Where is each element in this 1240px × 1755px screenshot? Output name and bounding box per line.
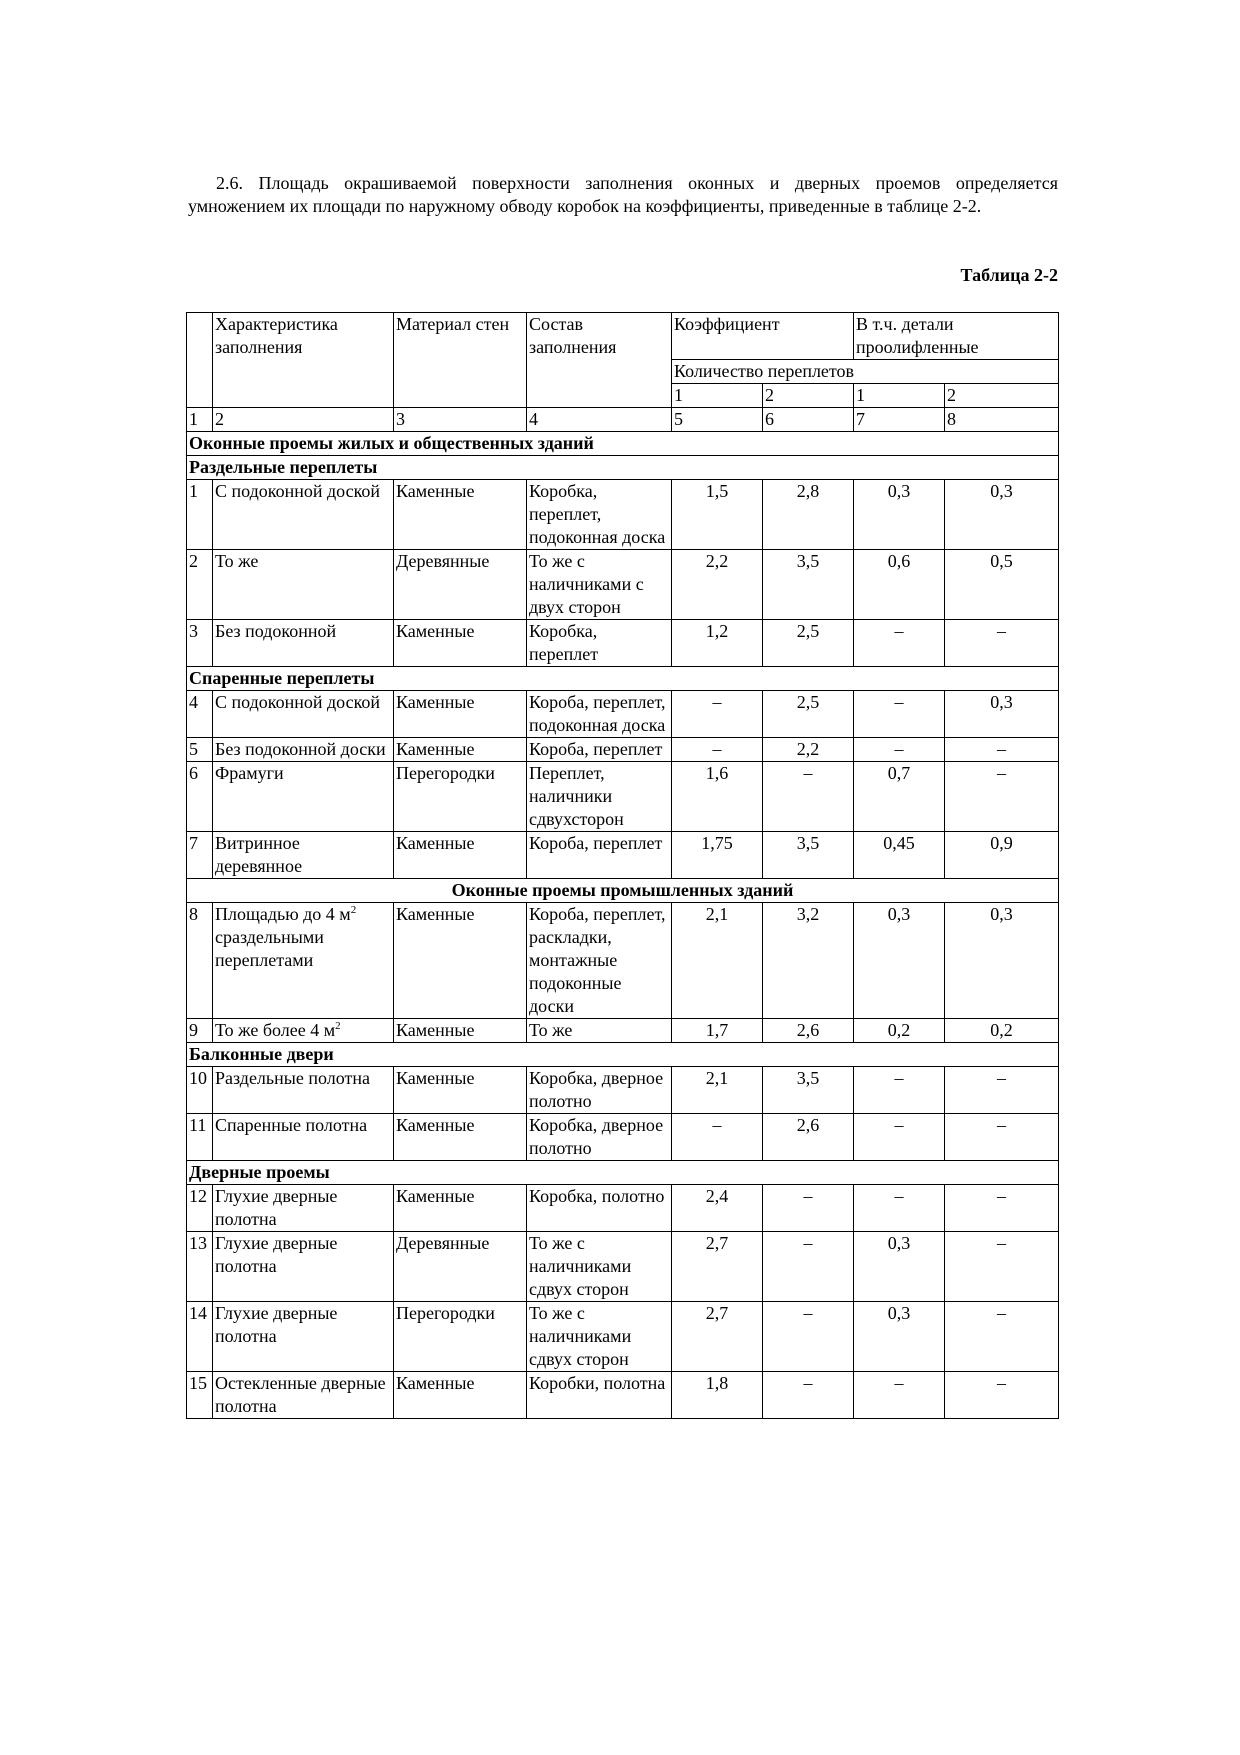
row-number: 6 [187, 762, 213, 832]
table-row [187, 832, 1059, 879]
row-coef-2: – [763, 1185, 854, 1232]
col-number: 2 [213, 408, 394, 432]
row-coef-1: – [672, 738, 763, 762]
row-number: 9 [187, 1019, 213, 1043]
row-detail-1: 0,3 [854, 1232, 945, 1302]
row-material: Каменные [394, 691, 527, 738]
characteristic-text: То же более 4 м [215, 1020, 336, 1040]
table-row [187, 1019, 1059, 1043]
row-material: Каменные [394, 738, 527, 762]
row-characteristic: С подоконной доской [213, 480, 394, 550]
row-coef-1: 1,8 [672, 1372, 763, 1419]
col-number: 7 [854, 408, 945, 432]
row-composition: То же [527, 1019, 672, 1043]
column-numbers-row [187, 408, 1059, 432]
row-coef-1: 2,2 [672, 550, 763, 620]
row-composition: Коробки, полотна [527, 1372, 672, 1419]
row-coef-1: 2,1 [672, 903, 763, 1019]
section-row [187, 667, 1059, 691]
row-coef-2: 3,5 [763, 1067, 854, 1114]
row-coef-2: 2,5 [763, 691, 854, 738]
row-detail-1: – [854, 1067, 945, 1114]
section-title: Оконные проемы промышленных зданий [187, 879, 1059, 903]
row-coef-1: 1,2 [672, 620, 763, 667]
row-coef-1: – [672, 691, 763, 738]
section-row [187, 456, 1059, 480]
row-composition: Короба, переплет [527, 832, 672, 879]
section-row [187, 432, 1059, 456]
row-composition: То же с наличниками сдвух сторон [527, 1302, 672, 1372]
table-row [187, 620, 1059, 667]
header-details: В т.ч. детали проолифленные [854, 313, 1059, 360]
section-title: Спаренные переплеты [187, 667, 1059, 691]
table-row [187, 903, 1059, 1019]
row-detail-1: – [854, 1372, 945, 1419]
row-material: Деревянные [394, 1232, 527, 1302]
row-material: Каменные [394, 832, 527, 879]
row-characteristic [213, 1019, 394, 1043]
col-number: 1 [187, 408, 213, 432]
row-composition: То же с наличниками сдвух сторон [527, 1232, 672, 1302]
row-material: Каменные [394, 903, 527, 1019]
row-composition: Коробка, дверное полотно [527, 1114, 672, 1161]
row-number: 11 [187, 1114, 213, 1161]
row-characteristic: Раздельные полотна [213, 1067, 394, 1114]
row-detail-2: – [945, 1185, 1059, 1232]
row-detail-2: 0,9 [945, 832, 1059, 879]
row-detail-2: 0,3 [945, 691, 1059, 738]
table-row [187, 738, 1059, 762]
header-frames-count: Количество переплетов [672, 360, 1059, 384]
row-coef-2: 3,2 [763, 903, 854, 1019]
row-material: Каменные [394, 1019, 527, 1043]
row-detail-1: 0,6 [854, 550, 945, 620]
row-characteristic [213, 903, 394, 1019]
section-title: Дверные проемы [187, 1161, 1059, 1185]
row-detail-2: 0,5 [945, 550, 1059, 620]
table-row [187, 1372, 1059, 1419]
row-coef-2: 2,2 [763, 738, 854, 762]
table-row [187, 1302, 1059, 1372]
row-characteristic: Витринное деревянное [213, 832, 394, 879]
row-composition: Коробка, полотно [527, 1185, 672, 1232]
row-coef-2: 2,6 [763, 1019, 854, 1043]
row-coef-2: 3,5 [763, 550, 854, 620]
col-number: 3 [394, 408, 527, 432]
row-number: 5 [187, 738, 213, 762]
row-detail-1: 0,2 [854, 1019, 945, 1043]
row-detail-1: – [854, 691, 945, 738]
row-material: Каменные [394, 620, 527, 667]
row-coef-1: 2,4 [672, 1185, 763, 1232]
row-material: Каменные [394, 1185, 527, 1232]
table-row [187, 1067, 1059, 1114]
row-number: 15 [187, 1372, 213, 1419]
row-detail-2: – [945, 1067, 1059, 1114]
row-detail-2: – [945, 620, 1059, 667]
row-number: 13 [187, 1232, 213, 1302]
row-number: 12 [187, 1185, 213, 1232]
coefficients-table [186, 312, 1059, 1419]
row-detail-2: – [945, 738, 1059, 762]
row-characteristic: Без подоконной доски [213, 738, 394, 762]
section-title: Раздельные переплеты [187, 456, 1059, 480]
row-characteristic: Глухие дверные полотна [213, 1185, 394, 1232]
row-number: 14 [187, 1302, 213, 1372]
row-coef-1: 2,1 [672, 1067, 763, 1114]
row-detail-2: – [945, 762, 1059, 832]
unit-superscript: 2 [335, 1020, 341, 1032]
row-coef-2: – [763, 762, 854, 832]
row-coef-2: – [763, 1302, 854, 1372]
header-characteristic: Характеристика заполнения [213, 313, 394, 408]
table-caption: Таблица 2-2 [960, 265, 1058, 285]
header-sub: 1 [672, 384, 763, 408]
table-row [187, 1114, 1059, 1161]
row-coef-2: 3,5 [763, 832, 854, 879]
row-detail-2: 0,3 [945, 903, 1059, 1019]
row-coef-1: – [672, 1114, 763, 1161]
row-detail-1: – [854, 738, 945, 762]
table-row [187, 550, 1059, 620]
row-number: 2 [187, 550, 213, 620]
row-composition: То же с наличниками с двух сторон [527, 550, 672, 620]
row-composition: Короба, переплет, раскладки, монтажные подоконные доски [527, 903, 672, 1019]
unit-superscript: 2 [350, 904, 357, 916]
header-sub: 1 [854, 384, 945, 408]
row-coef-2: 2,8 [763, 480, 854, 550]
section-row [187, 1043, 1059, 1067]
row-characteristic: Без подоконной [213, 620, 394, 667]
row-coef-1: 2,7 [672, 1302, 763, 1372]
table-row [187, 691, 1059, 738]
table-row [187, 480, 1059, 550]
row-composition: Коробка, дверное полотно [527, 1067, 672, 1114]
section-row [187, 1161, 1059, 1185]
row-material: Каменные [394, 1372, 527, 1419]
table-row [187, 1232, 1059, 1302]
table-row [187, 762, 1059, 832]
row-characteristic: Спаренные полотна [213, 1114, 394, 1161]
col-number: 8 [945, 408, 1059, 432]
row-number: 1 [187, 480, 213, 550]
row-material: Перегородки [394, 762, 527, 832]
row-coef-2: – [763, 1232, 854, 1302]
col-number: 5 [672, 408, 763, 432]
row-detail-2: 0,2 [945, 1019, 1059, 1043]
row-material: Деревянные [394, 550, 527, 620]
row-coef-2: – [763, 1372, 854, 1419]
row-coef-2: 2,5 [763, 620, 854, 667]
row-number: 3 [187, 620, 213, 667]
row-characteristic: Глухие дверные полотна [213, 1302, 394, 1372]
row-composition: Переплет, наличники сдвухсторон [527, 762, 672, 832]
row-coef-2: 2,6 [763, 1114, 854, 1161]
row-detail-1: 0,3 [854, 903, 945, 1019]
row-detail-1: 0,3 [854, 480, 945, 550]
row-number: 7 [187, 832, 213, 879]
row-detail-1: – [854, 1185, 945, 1232]
row-coef-1: 2,7 [672, 1232, 763, 1302]
row-characteristic: Остекленные дверные полотна [213, 1372, 394, 1419]
row-characteristic: То же [213, 550, 394, 620]
section-title: Балконные двери [187, 1043, 1059, 1067]
row-coef-1: 1,7 [672, 1019, 763, 1043]
row-number: 10 [187, 1067, 213, 1114]
row-detail-2: – [945, 1114, 1059, 1161]
row-detail-1: 0,3 [854, 1302, 945, 1372]
characteristic-text: Площадью до 4 м [215, 904, 351, 924]
row-characteristic: Фрамуги [213, 762, 394, 832]
row-detail-1: – [854, 620, 945, 667]
table-row [187, 1185, 1059, 1232]
header-cell-number [187, 313, 213, 408]
row-detail-2: – [945, 1372, 1059, 1419]
header-composition: Состав заполнения [527, 313, 672, 408]
row-characteristic: Глухие дверные полотна [213, 1232, 394, 1302]
row-detail-1: – [854, 1114, 945, 1161]
header-material: Материал стен [394, 313, 527, 408]
header-coefficient: Коэффициент [672, 313, 854, 360]
row-coef-1: 1,5 [672, 480, 763, 550]
header-sub: 2 [763, 384, 854, 408]
row-detail-1: 0,45 [854, 832, 945, 879]
row-material: Каменные [394, 480, 527, 550]
row-composition: Коробка, переплет, подоконная доска [527, 480, 672, 550]
row-composition: Коробка, переплет [527, 620, 672, 667]
row-material: Перегородки [394, 1302, 527, 1372]
row-composition: Короба, переплет [527, 738, 672, 762]
characteristic-text-rest: сраздельными переплетами [215, 927, 324, 970]
row-characteristic: С подоконной доской [213, 691, 394, 738]
row-detail-2: – [945, 1302, 1059, 1372]
row-coef-1: 1,75 [672, 832, 763, 879]
row-detail-1: 0,7 [854, 762, 945, 832]
row-coef-1: 1,6 [672, 762, 763, 832]
section-title: Оконные проемы жилых и общественных зданий [187, 432, 1059, 456]
col-number: 4 [527, 408, 672, 432]
row-number: 8 [187, 903, 213, 1019]
row-composition: Короба, переплет, подоконная доска [527, 691, 672, 738]
section-row [187, 879, 1059, 903]
row-material: Каменные [394, 1067, 527, 1114]
intro-paragraph: 2.6. Площадь окрашиваемой поверхности заполнения оконных и дверных проемов определяется умножением их площади по наружному обводу коробок на коэффициенты, приведенные в таблице 2-2. [188, 173, 1058, 216]
col-number: 6 [763, 408, 854, 432]
row-detail-2: 0,3 [945, 480, 1059, 550]
row-material: Каменные [394, 1114, 527, 1161]
header-sub: 2 [945, 384, 1059, 408]
row-detail-2: – [945, 1232, 1059, 1302]
row-number: 4 [187, 691, 213, 738]
